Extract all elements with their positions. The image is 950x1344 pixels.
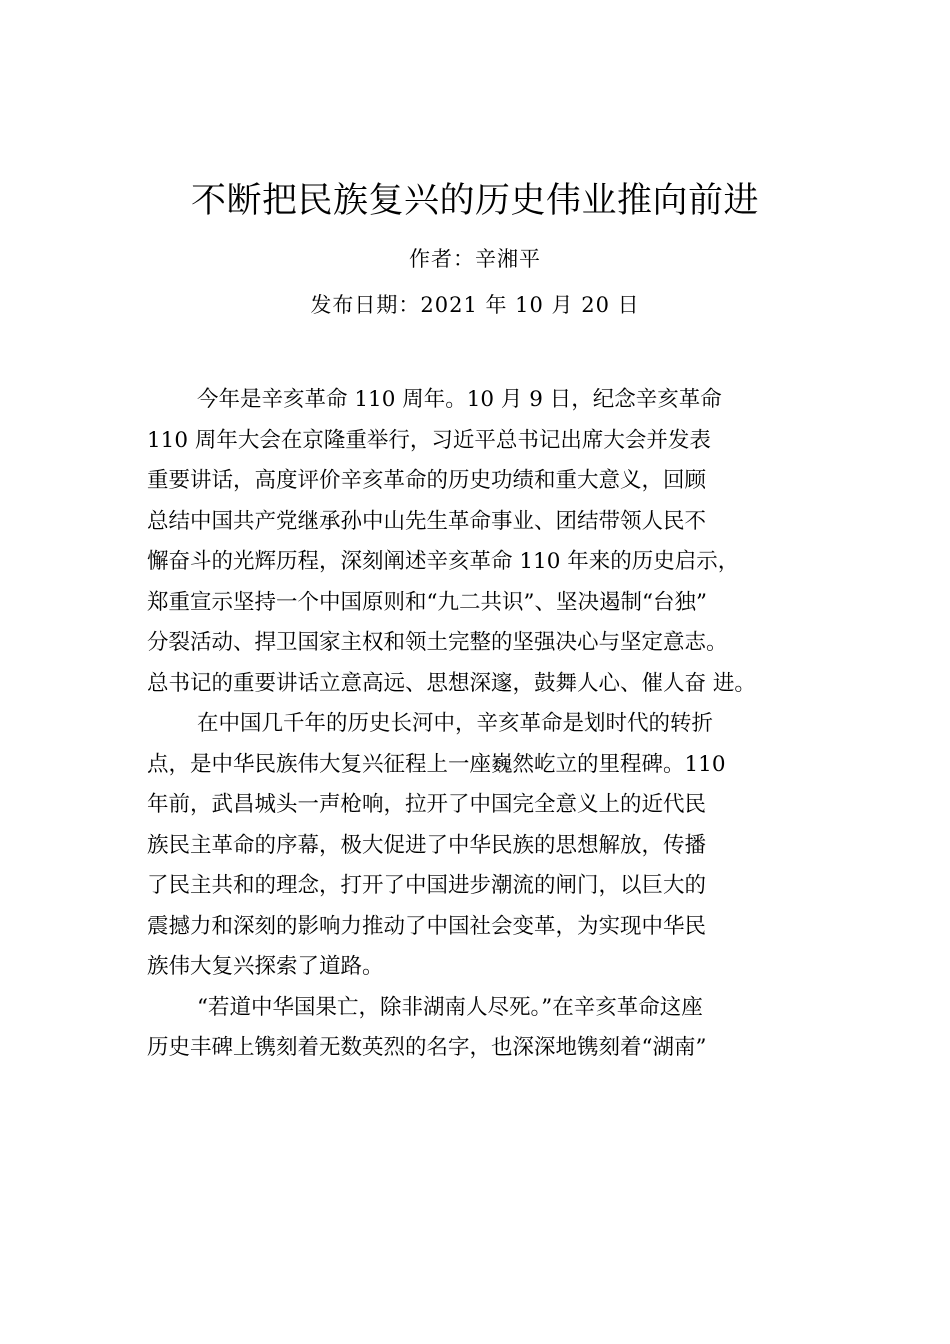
text-line: 历史丰碑上镌刻着无数英烈的名字，也深深地镌刻着“湖南” (147, 1035, 707, 1060)
text-line: 今年是辛亥革命 110 周年。10 月 9 日，纪念辛亥革命 (197, 387, 722, 412)
publish-date: 发布日期：2021 年 10 月 20 日 (310, 293, 640, 317)
author-line: 作者：辛湘平 (409, 247, 541, 271)
text-line: 110 周年大会在京隆重举行，习近平总书记出席大会并发表 (147, 427, 711, 453)
text-line: 在中国几千年的历史长河中，辛亥革命是划时代的转折 (197, 711, 714, 736)
paragraph-2 (147, 704, 847, 988)
text-line: 年前，武昌城头一声枪响，拉开了中国完全意义上的近代民 (147, 792, 707, 817)
text-line: 重要讲话，高度评价辛亥革命的历史功绩和重大意义，回顾 (147, 468, 707, 493)
text-line: 总结中国共产党继承孙中山先生革命事业、团结带领人民不 (147, 508, 707, 534)
text-line: 懈奋斗的光辉历程，深刻阐述辛亥革命 110 年来的历史启示， (147, 549, 740, 574)
text-line: 分裂活动、捍卫国家主权和领土完整的坚强决心与坚定意志。 (147, 630, 728, 655)
article-body (147, 380, 847, 1069)
document-title: 不断把民族复兴的历史伟业推向前进 (190, 181, 759, 221)
paragraph-1 (147, 380, 847, 704)
text-line: 了民主共和的理念，打开了中国进步潮流的闸门，以巨大的 (147, 873, 707, 898)
paragraph-3 (147, 988, 847, 1069)
text-line: 总书记的重要讲话立意高远、思想深邃，鼓舞人心、催人奋 进。 (147, 670, 756, 696)
text-line: “若道中华国果亡，除非湖南人尽死。”在辛亥革命这座 (197, 994, 703, 1020)
text-line: 族伟大复兴探索了道路。 (147, 954, 384, 979)
text-line: 郑重宣示坚持一个中国原则和“九二共识”、坚决遏制“台独” (147, 589, 707, 615)
text-line: 族民主革命的序幕，极大促进了中华民族的思想解放，传播 (147, 832, 707, 858)
text-line: 震撼力和深刻的影响力推动了中国社会变革，为实现中华民 (147, 913, 707, 939)
text-line: 点，是中华民族伟大复兴征程上一座巍然屹立的里程碑。110 (147, 751, 726, 777)
